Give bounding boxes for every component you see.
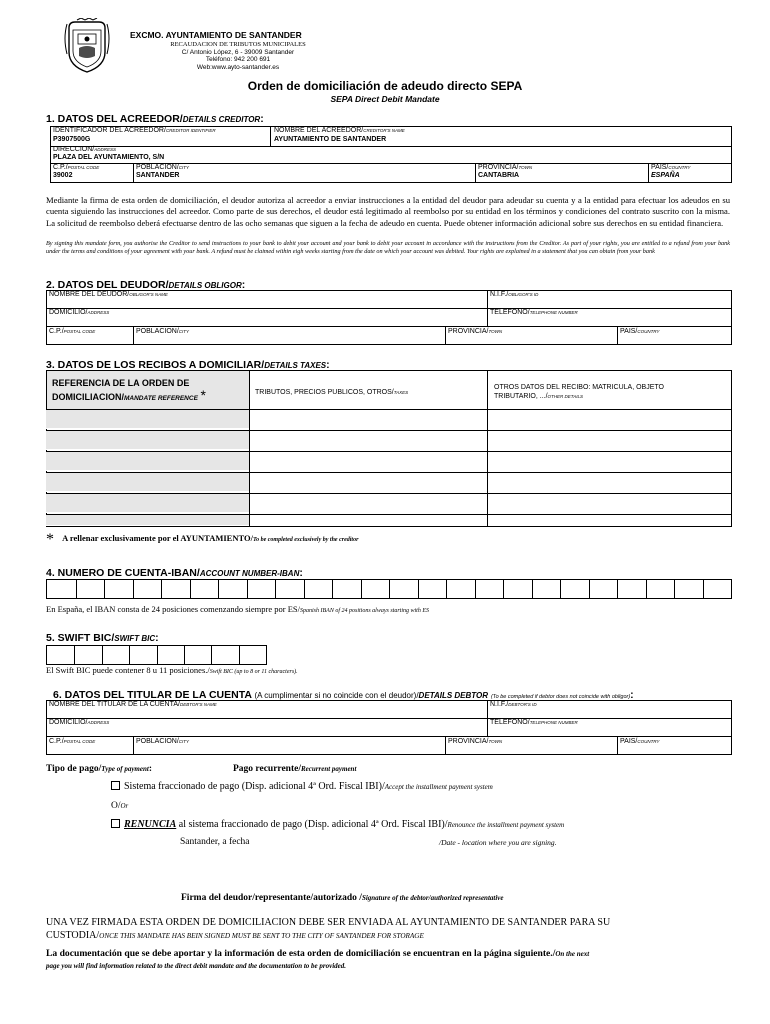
input-cell-divider <box>133 580 134 598</box>
creditor-cp-label: C.P./POSTAL CODE <box>53 164 100 171</box>
page-title: Orden de domiciliación de adeudo directo SEPA <box>247 79 523 93</box>
iban-note: En España, el IBAN consta de 24 posiciones comenzando siempre por ES/Spanish IBAN of 24 positions always starting with ES <box>46 604 430 614</box>
holder-nif-field[interactable]: N.I.F./DEBTOR'S ID <box>490 701 537 708</box>
creditor-id-value: P3907500G <box>53 136 91 143</box>
input-cell-divider <box>332 580 333 598</box>
documentation-note: La documentación que se debe aportar y la información de esta orden de domiciliación se encuentran en la página siguiente./On the next <box>46 948 590 959</box>
holder-province-field[interactable]: PROVINCIA/TOWN <box>448 738 503 745</box>
creditor-address-value: PLAZA DEL AYUNTAMIENTO, S/N <box>53 154 165 161</box>
debtor-country-field[interactable]: PAIS/COUNTRY <box>620 328 660 335</box>
creditor-id-label: IDENTIFICADOR DEL ACREEDOR/CREDITOR IDENTIFIER <box>53 127 216 134</box>
place-label: Santander, a fecha <box>180 837 250 847</box>
holder-name-field[interactable]: NOMBRE DEL TITULAR DE LA CUENTA/DEBTOR'S NAME <box>49 701 217 708</box>
col-other-details: OTROS DATOS DEL RECIBO: MATRICULA, OBJETO TRIBUTARIO, .../OTHER DETAILS <box>494 384 664 400</box>
input-cell-divider <box>532 580 533 598</box>
mandate-reference-cell <box>46 430 249 450</box>
input-cell-divider <box>304 580 305 598</box>
option-renounce[interactable]: RENUNCIA al sistema fraccionado de pago (Disp. adicional 4ª Ord. Fiscal IBI)/Renounce the installment payment system <box>111 819 564 830</box>
debtor-cp-field[interactable]: C.P./POSTAL CODE <box>49 328 96 335</box>
header-address: C/ Antonio López, 6 - 39009 Santander <box>181 49 295 56</box>
renounce-checkbox[interactable] <box>111 819 120 828</box>
holder-city-field[interactable]: POBLACION/CITY <box>136 738 190 745</box>
creditor-province-value: CANTABRIA <box>478 172 520 179</box>
swift-bic-input-grid[interactable] <box>46 645 267 665</box>
input-cell-divider <box>589 580 590 598</box>
creditor-city-label: POBLACION/CITY <box>136 164 190 171</box>
creditor-country-value: ESPAÑA <box>651 172 680 179</box>
section-3-title: 3. DATOS DE LOS RECIBOS A DOMICILIAR/DETAILS TAXES: <box>46 359 330 371</box>
header-web: Web:www.ayto-santander.es <box>196 64 280 71</box>
section-2-title: 2. DATOS DEL DEUDOR/DETAILS OBLIGOR: <box>46 279 246 291</box>
input-cell-divider <box>275 580 276 598</box>
input-cell-divider <box>361 580 362 598</box>
signature-label: Firma del deudor/representante/autorizado /Signature of the debtor/authorized representative <box>181 893 504 903</box>
date-location-label: /Date - location where you are signing. <box>439 838 557 847</box>
debtor-phone-field[interactable]: TELEFONO/TELEPHONE NUMBER <box>490 309 578 316</box>
section-1-title: 1. DATOS DEL ACREEDOR/DETAILS CREDITOR: <box>46 113 264 125</box>
debtor-table <box>46 290 732 345</box>
mandate-reference-cell <box>46 409 249 429</box>
account-holder-table <box>46 700 732 755</box>
documentation-note-en: page you will find information related to the direct debit mandate and the documentation to be provided. <box>46 962 347 970</box>
input-cell-divider <box>218 580 219 598</box>
input-cell-divider <box>646 580 647 598</box>
closing-line-1: UNA VEZ FIRMADA ESTA ORDEN DE DOMICILIACION DEBE SER ENVIADA AL AYUNTAMIENTO DE SANTANDER PARA SU <box>46 917 611 928</box>
creditor-country-label: PAIS/COUNTRY <box>651 164 691 171</box>
recurrent-payment-label: Pago recurrente/Recurrent payment <box>233 764 357 774</box>
debtor-name-field[interactable]: NOMBRE DEL DEUDOR/OBLIGOR'S NAME <box>49 291 168 298</box>
header-org: EXCMO. AYUNTAMIENTO DE SANTANDER <box>130 30 302 40</box>
input-cell-divider <box>503 580 504 598</box>
input-cell-divider <box>74 646 75 664</box>
mandate-text-es: Mediante la firma de esta orden de domiciliación, el deudor autoriza al acreedor a enviar instrucciones a la entidad del deudor para adeudar su cuenta y a la entidad para efectuar los adeudos en su cuenta siguiendo las instrucciones del acreedor. Como parte de sus derechos, el deudor está legitimado al reembolso por su entidad en los términos y condiciones del contrato suscrito con la misma. La solicitud de reembolso deberá efectuarse dentro de las ocho semanas que siguen a la fecha de adeudo en cuenta. Puede obtener información adicional sobre sus derechos en su entidad financiera. <box>46 195 730 228</box>
iban-input-grid[interactable] <box>46 579 732 599</box>
input-cell-divider <box>560 580 561 598</box>
input-cell-divider <box>190 580 191 598</box>
holder-country-field[interactable]: PAIS/COUNTRY <box>620 738 660 745</box>
input-cell-divider <box>239 646 240 664</box>
input-cell-divider <box>617 580 618 598</box>
creditor-address-label: DIRECCION/ADDRESS <box>53 146 116 153</box>
input-cell-divider <box>129 646 130 664</box>
input-cell-divider <box>211 646 212 664</box>
input-cell-divider <box>674 580 675 598</box>
input-cell-divider <box>247 580 248 598</box>
holder-cp-field[interactable]: C.P./POSTAL CODE <box>49 738 96 745</box>
city-seal-logo <box>63 18 111 74</box>
input-cell-divider <box>475 580 476 598</box>
debtor-address-field[interactable]: DOMICILIO/ADDRESS <box>49 309 110 316</box>
input-cell-divider <box>104 580 105 598</box>
creditor-province-label: PROVINCIA/TOWN <box>478 164 533 171</box>
mandate-reference-cell <box>46 493 249 513</box>
input-cell-divider <box>418 580 419 598</box>
or-label: O/Or <box>111 801 129 811</box>
input-cell-divider <box>76 580 77 598</box>
creditor-cp-value: 39002 <box>53 172 73 179</box>
header-phone: Teléfono: 942 200 691 <box>205 56 271 63</box>
creditor-city-value: SANTANDER <box>136 172 180 179</box>
header-dept: RECAUDACION DE TRIBUTOS MUNICIPALES <box>170 41 306 48</box>
mandate-reference-cell <box>46 514 249 526</box>
debtor-province-field[interactable]: PROVINCIA/TOWN <box>448 328 503 335</box>
creditor-name-label: NOMBRE DEL ACREEDOR/CREDITOR'S NAME <box>274 127 405 134</box>
holder-address-field[interactable]: DOMICILIO/ADDRESS <box>49 719 110 726</box>
creditor-name-value: AYUNTAMIENTO DE SANTANDER <box>274 136 387 143</box>
input-cell-divider <box>102 646 103 664</box>
bic-note: El Swift BIC puede contener 8 u 11 posiciones./Swift BIC (up to 8 or 11 characters). <box>46 665 298 675</box>
mandate-text-en: By signing this mandate form, you authorise the Creditor to send instructions to your bank to debit your account and your bank to debit your account in accordance with the instructions from the Creditor. As part of your rights, you are entitled to a refund from your bank under the terms and conditions of your agreement with your bank. A refund must be claimed within eigh weeks starting from the date on which your account was debited. Your rights are explained in a statement that you can obtain from your bank <box>46 240 730 256</box>
mandate-reference-cell <box>46 451 249 471</box>
input-cell-divider <box>703 580 704 598</box>
section-4-title: 4. NUMERO DE CUENTA-IBAN/ACCOUNT NUMBER-IBAN: <box>46 567 303 579</box>
input-cell-divider <box>446 580 447 598</box>
page-subtitle: SEPA Direct Debit Mandate <box>330 94 440 104</box>
input-cell-divider <box>157 646 158 664</box>
option-installment[interactable]: Sistema fraccionado de pago (Disp. adicional 4ª Ord. Fiscal IBI)/Accept the installment payment system <box>111 781 493 792</box>
holder-phone-field[interactable]: TELEFONO/TELEPHONE NUMBER <box>490 719 578 726</box>
section-5-title: 5. SWIFT BIC/SWIFT BIC: <box>46 632 159 644</box>
creditor-footnote: * A rellenar exclusivamente por el AYUNTAMIENTO/To be completed exclusively by the creditor <box>46 531 359 548</box>
col-taxes: TRIBUTOS, PRECIOS PUBLICOS, OTROS/TAXES <box>255 389 409 396</box>
input-cell-divider <box>389 580 390 598</box>
section-6-title: 6. DATOS DEL TITULAR DE LA CUENTA (A cumplimentar si no coincide con el deudor)/DETAILS DEBTOR (To be completed if debtor does not coincide with obligor): <box>53 689 634 701</box>
input-cell-divider <box>161 580 162 598</box>
mandate-reference-cell <box>46 472 249 492</box>
debtor-nif-field[interactable]: N.I.F./OBLIGOR'S ID <box>490 291 539 298</box>
closing-line-2: CUSTODIA/ONCE THIS MANDATE HAS BEIN SIGNED MUST BE SENT TO THE CITY OF SANTANDER FOR STORAGE <box>46 930 424 941</box>
input-cell-divider <box>184 646 185 664</box>
payment-type-label: Tipo de pago/Type of payment: <box>46 764 152 774</box>
installment-checkbox[interactable] <box>111 781 120 790</box>
debtor-city-field[interactable]: POBLACION/CITY <box>136 328 190 335</box>
col-mandate-reference: REFERENCIA DE LA ORDEN DE DOMICILIACION/MANDATE REFERENCE * <box>52 378 206 403</box>
